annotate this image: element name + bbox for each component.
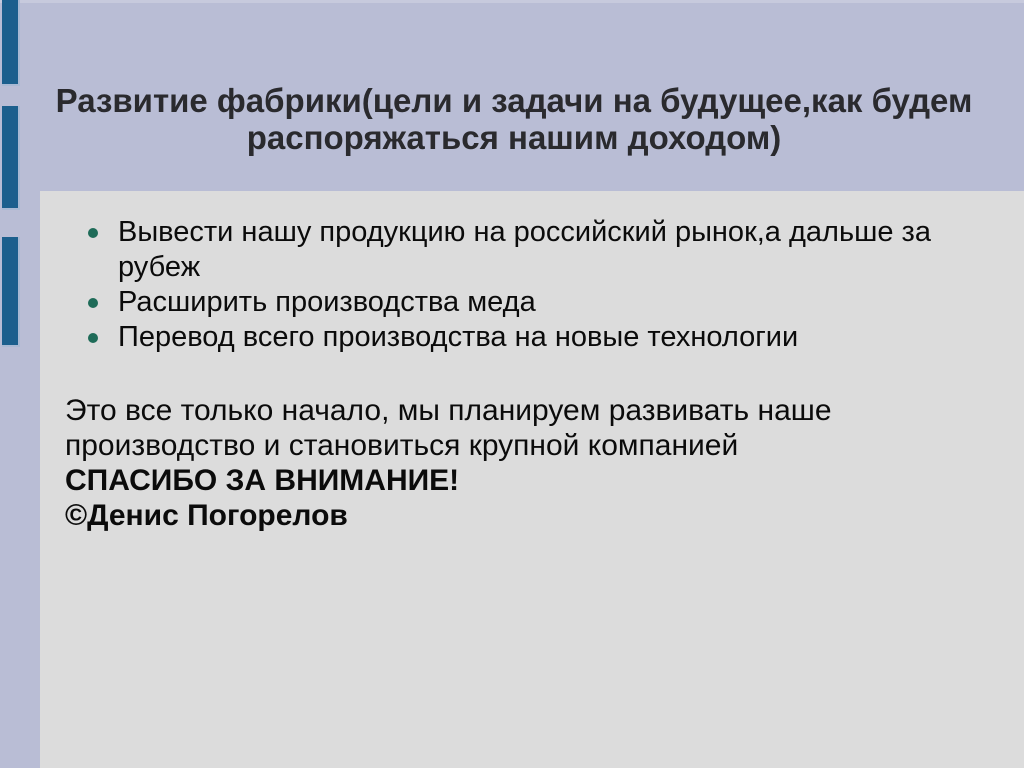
sidebar-rect-1 [2,0,20,86]
closing-paragraph [65,393,975,533]
content-panel [40,191,1024,768]
bullet-text: Перевод всего производства на новые технологии [118,321,799,353]
slide-title: Развитие фабрики(цели и задачи на будущее,как будем распоряжаться нашим доходом) [55,82,973,156]
bullet-text: Расширить производства меда [118,286,536,318]
sidebar-rect-2 [2,106,20,210]
bullet-dot-icon [88,333,98,343]
bullet-item [118,320,963,355]
closing-text: Это все только начало, мы планируем развивать наше производство и становиться крупной компанией [65,394,832,462]
bullet-item [118,285,963,320]
thanks-line: СПАСИБО ЗА ВНИМАНИЕ! [65,464,460,497]
bullet-text: Вывести нашу продукцию на российский рынок,а дальше за рубеж [118,216,931,283]
bullet-item [118,215,963,285]
bullet-dot-icon [88,228,98,238]
sidebar-rect-3 [2,237,20,347]
author-line: ©Денис Погорелов [65,499,348,532]
top-edge-highlight [0,0,1024,3]
bullet-dot-icon [88,298,98,308]
bullet-list [40,191,963,355]
